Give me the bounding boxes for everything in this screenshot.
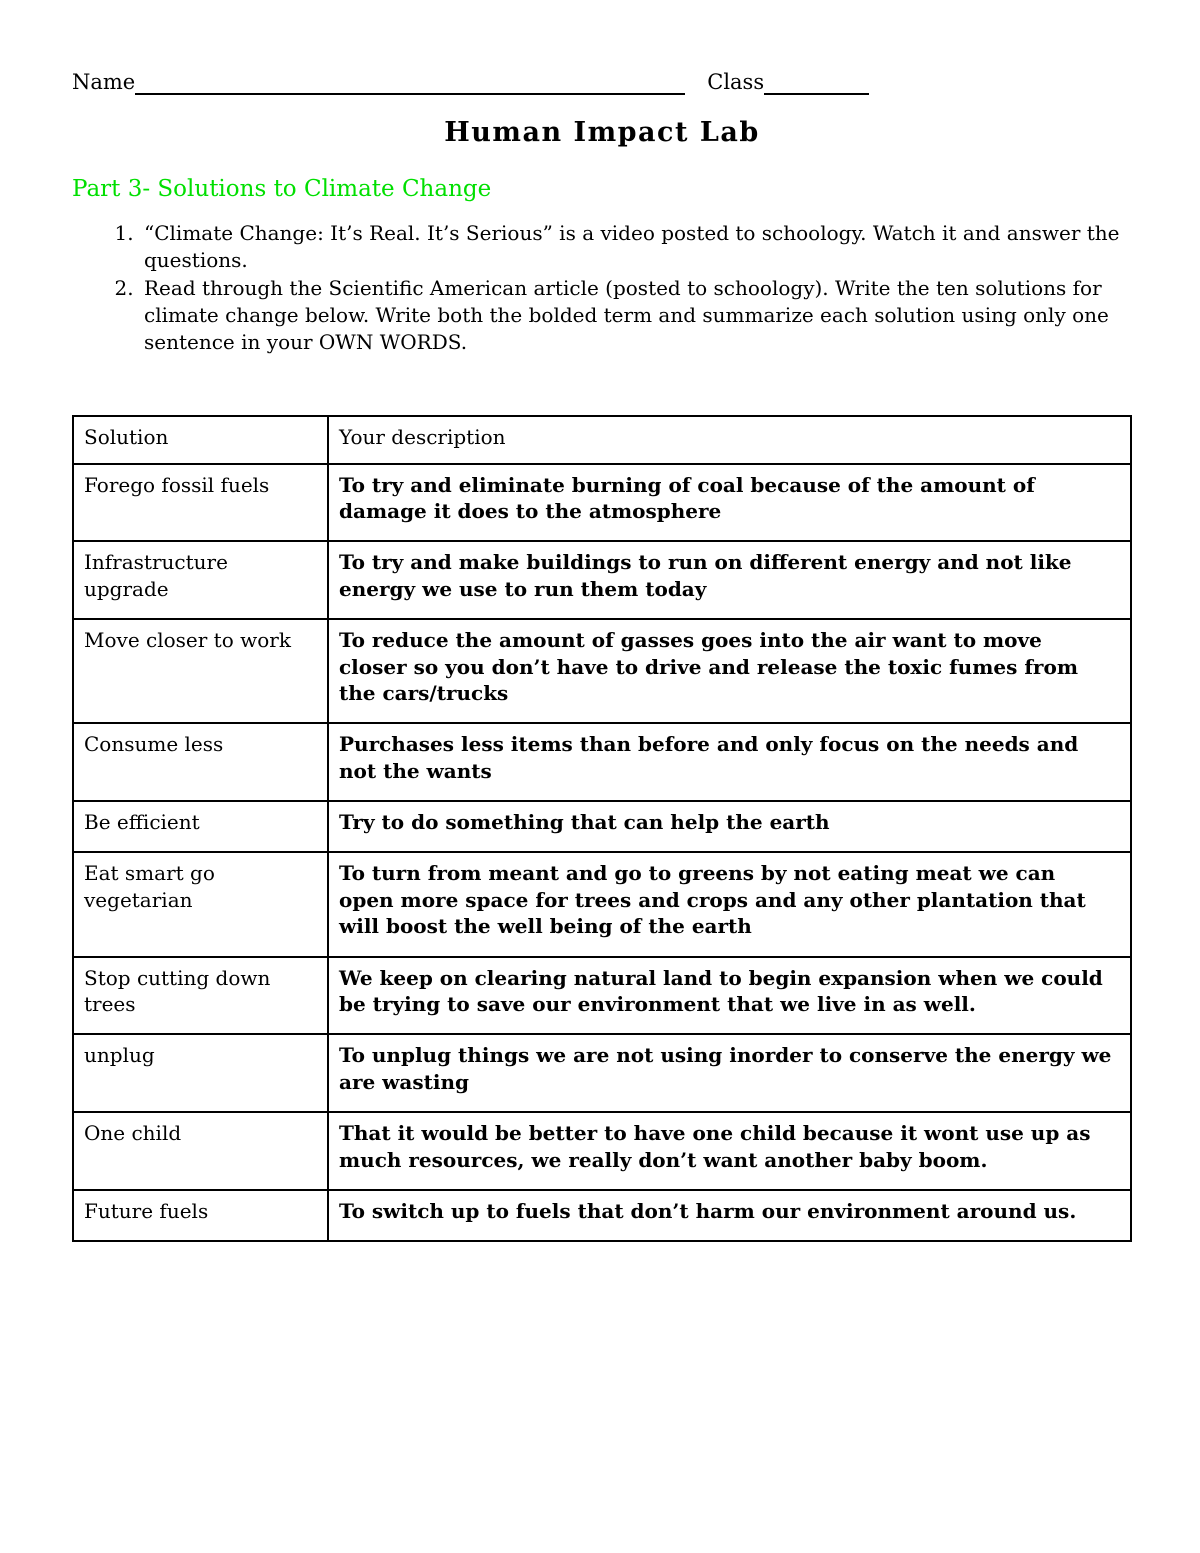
page-title: Human Impact Lab	[444, 117, 760, 149]
table-header-row	[73, 416, 1131, 463]
description-cell: To try and eliminate burning of coal because of the amount of damage it does to the atmosphere	[328, 464, 1131, 542]
solution-cell: Future fuels	[73, 1190, 328, 1241]
table-row	[73, 541, 1131, 619]
column-header-description: Your description	[328, 416, 1131, 463]
solution-cell: Stop cutting down trees	[73, 957, 328, 1035]
description-cell: That it would be better to have one child because it wont use up as much resources, we really don’t want another baby boom.	[328, 1112, 1131, 1190]
description-cell: To switch up to fuels that don’t harm our environment around us.	[328, 1190, 1131, 1241]
name-label: Name	[72, 70, 136, 94]
description-cell: Try to do something that can help the earth	[328, 801, 1131, 852]
table-row	[73, 1112, 1131, 1190]
name-blank-line	[135, 70, 685, 95]
solution-cell: unplug	[73, 1034, 328, 1112]
table-row	[73, 723, 1131, 801]
column-header-solution: Solution	[73, 416, 328, 463]
solution-cell: Be efficient	[73, 801, 328, 852]
description-cell: Purchases less items than before and only focus on the needs and not the wants	[328, 723, 1131, 801]
description-cell: To turn from meant and go to greens by not eating meat we can open more space for trees and crops and any other plantation that will boost the well being of the earth	[328, 852, 1131, 956]
solution-cell: Forego fossil fuels	[73, 464, 328, 542]
table-row	[73, 1034, 1131, 1112]
solutions-table	[72, 415, 1132, 1242]
table-row	[73, 801, 1131, 852]
section-heading: Part 3- Solutions to Climate Change	[72, 176, 492, 203]
description-cell: To reduce the amount of gasses goes into the air want to move closer so you don’t have to drive and release the toxic fumes from the cars/trucks	[328, 619, 1131, 723]
table-row	[73, 619, 1131, 723]
description-cell: To unplug things we are not using inorder to conserve the energy we are wasting	[328, 1034, 1131, 1112]
class-label: Class	[707, 70, 765, 94]
solution-cell: Consume less	[73, 723, 328, 801]
table-row	[73, 464, 1131, 542]
instructions-list	[72, 220, 1132, 355]
class-blank-line	[764, 70, 869, 95]
solution-cell: One child	[73, 1112, 328, 1190]
description-cell: We keep on clearing natural land to begin expansion when we could be trying to save our environment that we live in as well.	[328, 957, 1131, 1035]
table-row	[73, 957, 1131, 1035]
description-cell: To try and make buildings to run on different energy and not like energy we use to run them today	[328, 541, 1131, 619]
table-row	[73, 852, 1131, 956]
instruction-item: 1. “Climate Change: It’s Real. It’s Serious” is a video posted to schoology. Watch it and answer the questions.	[140, 220, 1132, 273]
solution-cell: Eat smart go vegetarian	[73, 852, 328, 956]
solution-cell: Move closer to work	[73, 619, 328, 723]
solution-cell: Infrastructure upgrade	[73, 541, 328, 619]
table-row	[73, 1190, 1131, 1241]
instruction-item: 2. Read through the Scientific American article (posted to schoology). Write the ten solutions for climate change below. Write both the bolded term and summarize each solution using only one sentence in your OWN WORDS.	[140, 275, 1132, 355]
name-class-line	[72, 70, 1132, 95]
